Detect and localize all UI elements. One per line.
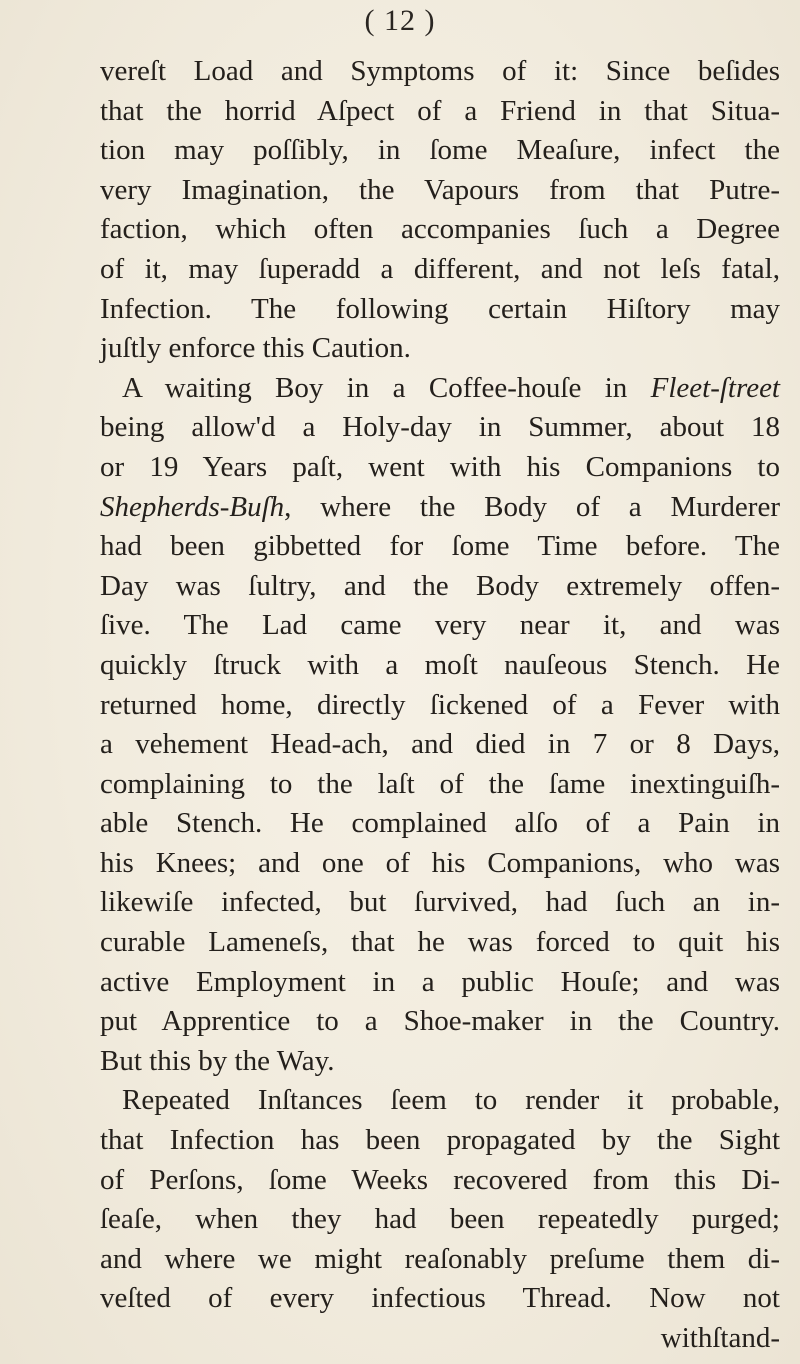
- text-line: [100, 92, 780, 132]
- text-run: , where the Body of a Murderer: [284, 490, 780, 523]
- text-line: [100, 210, 780, 250]
- italic-text: Fleet-ſtreet: [650, 371, 780, 404]
- text-line: [100, 963, 780, 1003]
- text-line: [100, 408, 780, 448]
- text-line: [100, 765, 780, 805]
- text-line: [100, 923, 780, 963]
- italic-text: Shepherds-Buſh: [100, 490, 285, 523]
- text-line: [100, 369, 780, 409]
- text-line: [100, 290, 780, 330]
- text-run: being allow'd a Holy-day in Summer, about 18: [100, 411, 780, 444]
- text-run: likewiſe infected, but ſurvived, had ſuch an in-: [100, 886, 780, 919]
- page-number: ( 12 ): [364, 4, 436, 37]
- text-run: Infection. The following certain Hiſtory may: [100, 292, 780, 325]
- text-run: juſtly enforce this Caution.: [100, 332, 411, 365]
- text-run: vereſt Load and Symptoms of it: Since beſides: [100, 55, 780, 87]
- text-run: quickly ſtruck with a moſt nauſeous Stench. He: [100, 648, 780, 681]
- text-line: [100, 131, 780, 171]
- text-line: [100, 567, 780, 607]
- text-run: complaining to the laſt of the ſame inextinguiſh-: [100, 767, 780, 800]
- text-line: [100, 1279, 780, 1319]
- text-line: [100, 1042, 780, 1082]
- text-run: and where we might reaſonably preſume them di-: [100, 1242, 780, 1275]
- text-run: very Imagination, the Vapours from that Putre-: [100, 173, 780, 206]
- text-line: [100, 527, 780, 567]
- text-run: Repeated Inſtances ſeem to render it probable,: [122, 1084, 780, 1117]
- text-run: or 19 Years paſt, went with his Companions to: [100, 450, 780, 483]
- text-line: [100, 844, 780, 884]
- text-line: [100, 52, 780, 92]
- text-line: [100, 686, 780, 726]
- text-run: withſtand-: [660, 1322, 780, 1354]
- text-line: [100, 329, 780, 369]
- text-run: that Infection has been propagated by the Sight: [100, 1124, 780, 1157]
- text-run: faction, which often accompanies ſuch a Degree: [100, 213, 780, 246]
- text-run: his Knees; and one of his Companions, who was: [100, 846, 780, 879]
- text-run: veſted of every infectious Thread. Now not: [100, 1282, 780, 1315]
- body-text: [100, 52, 780, 1359]
- text-run: of Perſons, ſome Weeks recovered from this Di-: [100, 1163, 780, 1196]
- text-line: [100, 804, 780, 844]
- text-line: [100, 883, 780, 923]
- text-run: had been gibbetted for ſome Time before. The: [100, 530, 780, 563]
- text-line: [100, 1240, 780, 1280]
- text-line: [100, 1121, 780, 1161]
- text-run: active Employment in a public Houſe; and was: [100, 965, 780, 998]
- text-run: curable Lameneſs, that he was forced to quit his: [100, 926, 780, 959]
- text-run: of it, may ſuperadd a different, and not leſs fatal,: [100, 252, 780, 285]
- text-run: But this by the Way.: [100, 1044, 335, 1077]
- text-run: put Apprentice to a Shoe-maker in the Country.: [100, 1005, 780, 1038]
- text-line: [100, 646, 780, 686]
- text-run: tion may poſſibly, in ſome Meaſure, infect the: [100, 134, 780, 167]
- text-run: able Stench. He complained alſo of a Pain in: [100, 807, 780, 840]
- text-line: [100, 606, 780, 646]
- text-line: [100, 488, 780, 528]
- text-run: returned home, directly ſickened of a Fever with: [100, 688, 780, 721]
- text-line: [100, 1200, 780, 1240]
- text-line: [100, 1319, 780, 1359]
- text-line: [100, 725, 780, 765]
- text-run: ſive. The Lad came very near it, and was: [100, 609, 780, 642]
- text-line: [100, 171, 780, 211]
- text-run: that the horrid Aſpect of a Friend in that Situa-: [100, 94, 780, 127]
- text-line: [100, 1161, 780, 1201]
- text-line: [100, 448, 780, 488]
- text-line: [100, 250, 780, 290]
- text-run: a vehement Head-ach, and died in 7 or 8 Days,: [100, 728, 780, 761]
- text-run: Day was ſultry, and the Body extremely offen-: [100, 569, 780, 602]
- text-line: [100, 1002, 780, 1042]
- text-line: [100, 1081, 780, 1121]
- text-run: A waiting Boy in a Coffee-houſe in: [122, 371, 651, 404]
- text-run: ſeaſe, when they had been repeatedly purged;: [100, 1203, 780, 1236]
